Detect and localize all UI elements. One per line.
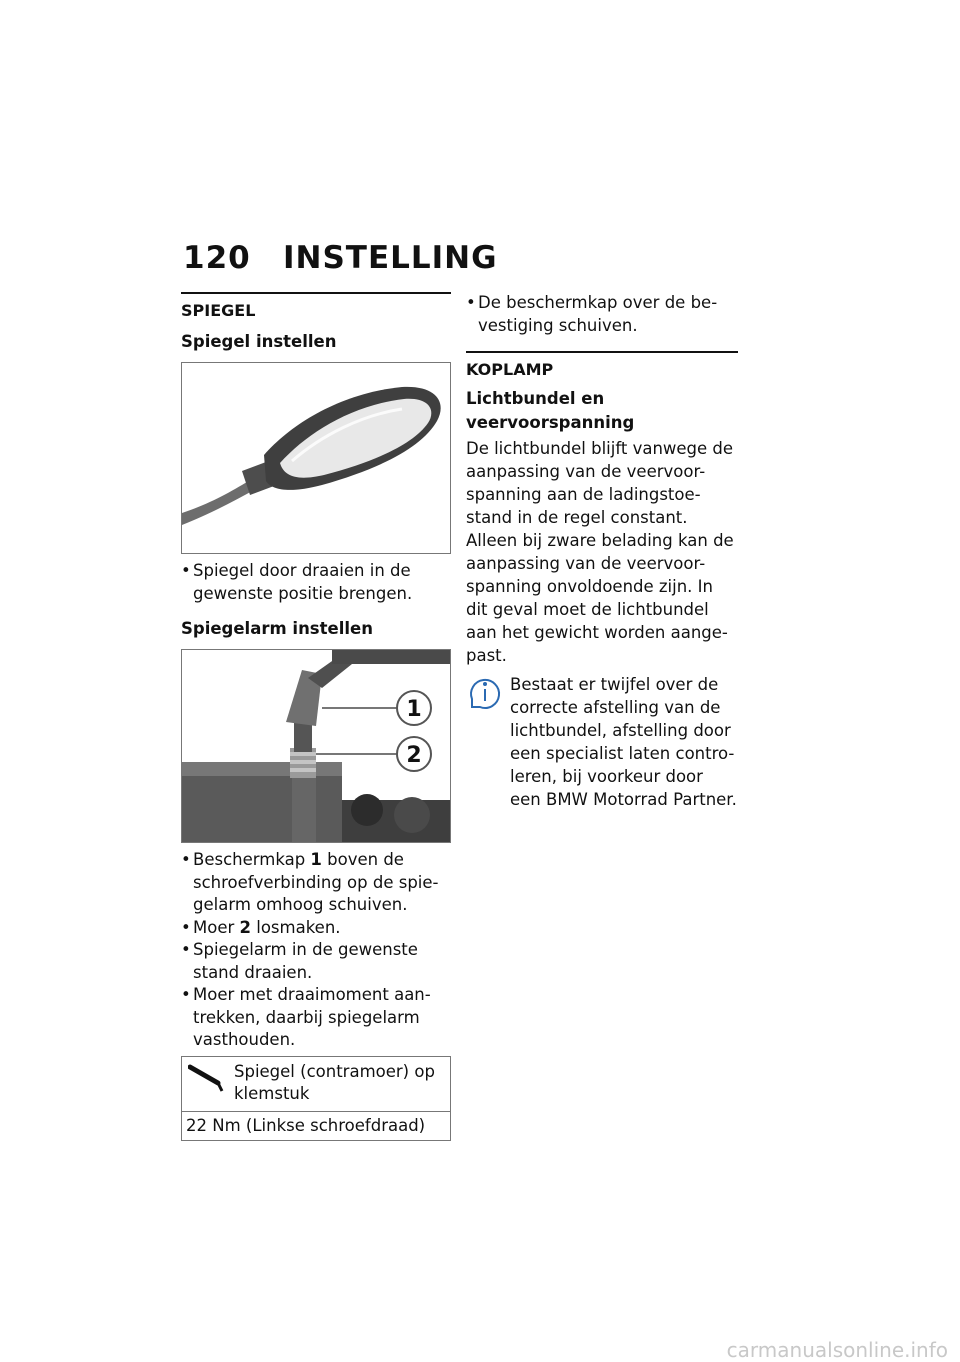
heading-mirror-adjust: Spiegel instellen xyxy=(181,332,337,351)
torque-spec-header xyxy=(182,1057,450,1112)
mirror-photo xyxy=(181,362,451,554)
footer-watermark: carmanualsonline.info xyxy=(726,1338,948,1362)
page-header xyxy=(183,240,498,276)
bullet-icon: • xyxy=(181,985,191,1004)
right-column xyxy=(466,292,738,811)
torque-label: Spiegel (contramoer) op klemstuk xyxy=(234,1061,435,1103)
bullet-icon: • xyxy=(181,561,191,580)
bullet-icon: • xyxy=(181,940,191,959)
arm-bullets xyxy=(181,849,451,1052)
page-title: INSTELLING xyxy=(283,240,498,276)
beam-paragraph: De lichtbundel blijft vanwege de aanpassing van de veervoor-spanning aan de ladingstoe-stand in de regel constant. Alleen bij zware belading kan de aanpassing van de veervoor-spanning onvoldoende zijn. In dit geval moet de lichtbundel aan het gewicht worden aange-past. xyxy=(466,439,734,665)
heading-arm-adjust: Spiegelarm instellen xyxy=(181,619,373,638)
left-column xyxy=(181,292,451,1141)
mirror-arm-illustration xyxy=(182,650,451,842)
section-rule xyxy=(466,351,738,353)
list-item: • Beschermkap 1 boven de schroefverbinding op de spie-gelarm omhoog schuiven. xyxy=(181,850,439,914)
list-item: • Spiegelarm in de gewenste stand draaien. xyxy=(181,940,418,982)
list-item: • Spiegel door draaien in de gewenste positie brengen. xyxy=(181,561,413,603)
page-number: 120 xyxy=(183,240,251,276)
torque-spec-box xyxy=(181,1056,451,1141)
bullet-icon: • xyxy=(181,850,191,869)
list-item: • Moer met draaimoment aan-trekken, daarbij spiegelarm vasthouden. xyxy=(181,985,431,1049)
mirror-illustration xyxy=(182,363,451,553)
info-icon xyxy=(466,673,510,811)
heading-beam: Lichtbundel en veervoorspanning xyxy=(466,389,635,432)
mirror-bullets xyxy=(181,560,451,605)
section-title-spiegel: SPIEGEL xyxy=(181,301,256,320)
callout-2: 2 xyxy=(406,743,422,768)
torque-value: 22 Nm (Linkse schroefdraad) xyxy=(186,1115,426,1135)
bullet-icon: • xyxy=(466,293,476,312)
bullet-icon: • xyxy=(181,917,191,937)
info-note xyxy=(466,673,738,811)
mirror-arm-photo xyxy=(181,649,451,843)
cover-bullets xyxy=(466,292,738,337)
torque-wrench-icon xyxy=(188,1061,234,1105)
list-item: • Moer 2 losmaken. xyxy=(181,917,451,940)
list-item: • De beschermkap over de be-vestiging schuiven. xyxy=(466,293,718,335)
section-title-koplamp: KOPLAMP xyxy=(466,360,554,379)
section-rule xyxy=(181,292,451,294)
info-note-text: Bestaat er twijfel over de correcte afstelling van de lichtbundel, afstelling door een specialist laten contro-leren, bij voorkeur door een BMW Motorrad Partner. xyxy=(510,675,737,809)
callout-1: 1 xyxy=(406,697,422,722)
